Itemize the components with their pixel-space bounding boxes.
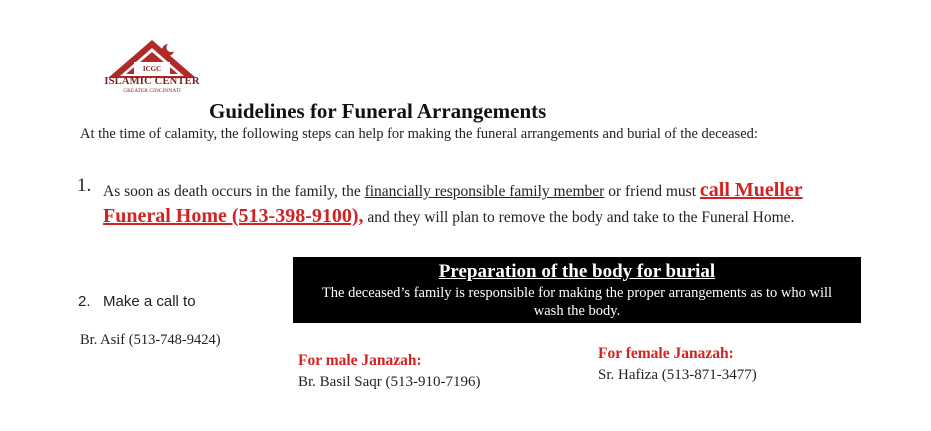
preparation-title: Preparation of the body for burial — [438, 261, 716, 282]
step2-label: 2. Make a call to — [78, 293, 196, 310]
preparation-text: The deceased’s family is responsible for making the proper arrangements as to who will wash the body. — [321, 285, 833, 319]
logo-org-name: ISLAMIC CENTER — [104, 76, 200, 87]
female-janazah-contact: Sr. Hafiza (513-871-3477) — [598, 367, 757, 383]
female-janazah-heading: For female Janazah: — [598, 345, 734, 362]
page-title: Guidelines for Funeral Arrangements — [209, 99, 547, 123]
step1-text-a: As soon as death occurs in the family, the — [103, 183, 365, 200]
male-janazah-contact: Br. Basil Saqr (513-910-7196) — [298, 374, 481, 390]
intro-text: At the time of calamity, the following steps can help for making the funeral arrangements and burial of the deceased: — [80, 126, 758, 142]
logo-abbr: ICGC — [142, 65, 162, 73]
male-janazah-heading: For male Janazah: — [298, 352, 422, 369]
logo-subtitle: GREATER CINCINNATI — [123, 88, 181, 94]
step1-text-b: or friend must — [604, 183, 700, 200]
call-funeral-home-link[interactable]: call Mueller Funeral Home (513-398-9100), — [103, 179, 803, 227]
responsible-member-text: financially responsible family member — [364, 183, 605, 200]
contact-general: Br. Asif (513-748-9424) — [80, 332, 221, 348]
step1-number: 1. — [77, 175, 92, 196]
step1-text — [103, 178, 873, 230]
step1-text-c: and they will plan to remove the body and take to the Funeral Home. — [363, 209, 795, 226]
preparation-box — [293, 257, 861, 323]
